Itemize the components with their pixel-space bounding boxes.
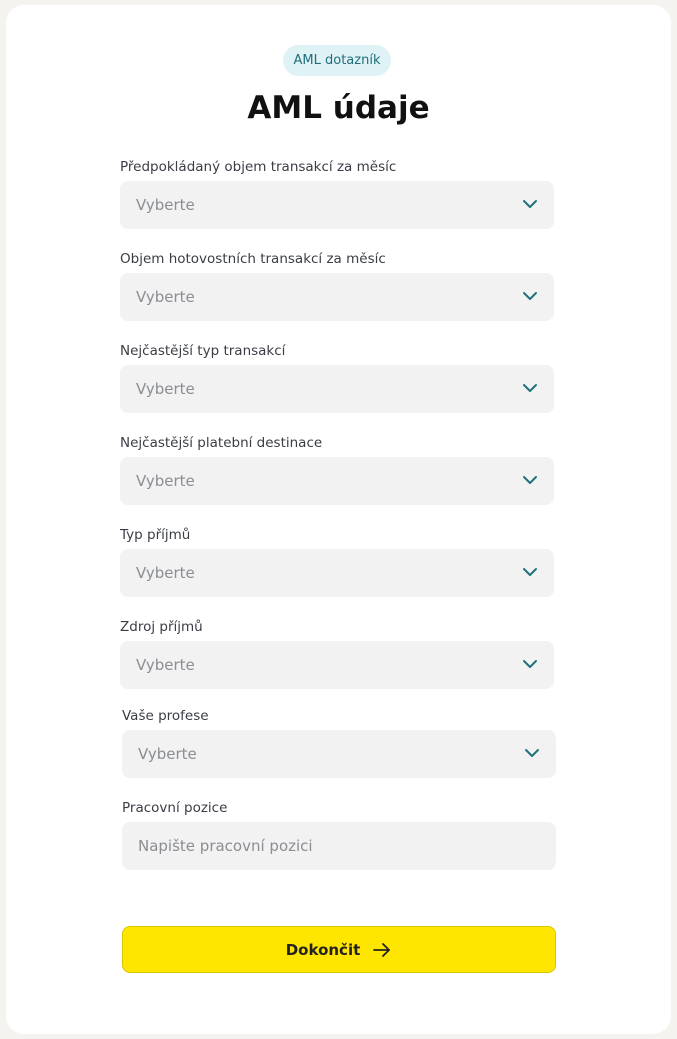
- select-expected-volume[interactable]: [120, 181, 554, 229]
- select-value: Vyberte: [136, 380, 195, 398]
- chevron-down-icon: [522, 658, 538, 670]
- select-income-type[interactable]: [120, 549, 554, 597]
- label-income-source: Zdroj příjmů: [120, 619, 203, 635]
- chevron-down-icon: [522, 290, 538, 302]
- label-expected-volume: Předpokládaný objem transakcí za měsíc: [120, 159, 397, 175]
- job-position-input[interactable]: [122, 822, 556, 870]
- select-value: Vyberte: [136, 196, 195, 214]
- select-value: Vyberte: [136, 656, 195, 674]
- select-payment-destination[interactable]: [120, 457, 554, 505]
- select-value: Vyberte: [138, 745, 197, 763]
- select-transaction-type[interactable]: [120, 365, 554, 413]
- chevron-down-icon: [522, 198, 538, 210]
- select-income-source[interactable]: [120, 641, 554, 689]
- label-cash-volume: Objem hotovostních transakcí za měsíc: [120, 251, 386, 267]
- select-value: Vyberte: [136, 288, 195, 306]
- chevron-down-icon: [524, 747, 540, 759]
- finish-button[interactable]: [122, 926, 556, 973]
- page-title: AML údaje: [247, 90, 430, 126]
- finish-button-label: Dokončit: [285, 940, 361, 959]
- chevron-down-icon: [522, 382, 538, 394]
- questionnaire-badge: AML dotazník: [283, 45, 391, 76]
- select-value: Vyberte: [136, 564, 195, 582]
- input-placeholder: Napište pracovní pozici: [138, 837, 313, 855]
- arrow-right-icon: [372, 942, 392, 958]
- label-transaction-type: Nejčastější typ transakcí: [120, 343, 286, 359]
- chevron-down-icon: [522, 566, 538, 578]
- chevron-down-icon: [522, 474, 538, 486]
- label-payment-destination: Nejčastější platební destinace: [120, 435, 323, 451]
- label-profession: Vaše profese: [122, 708, 209, 724]
- label-job-position: Pracovní pozice: [122, 800, 228, 816]
- select-profession[interactable]: [122, 730, 556, 778]
- label-income-type: Typ příjmů: [120, 527, 191, 543]
- select-value: Vyberte: [136, 472, 195, 490]
- select-cash-volume[interactable]: [120, 273, 554, 321]
